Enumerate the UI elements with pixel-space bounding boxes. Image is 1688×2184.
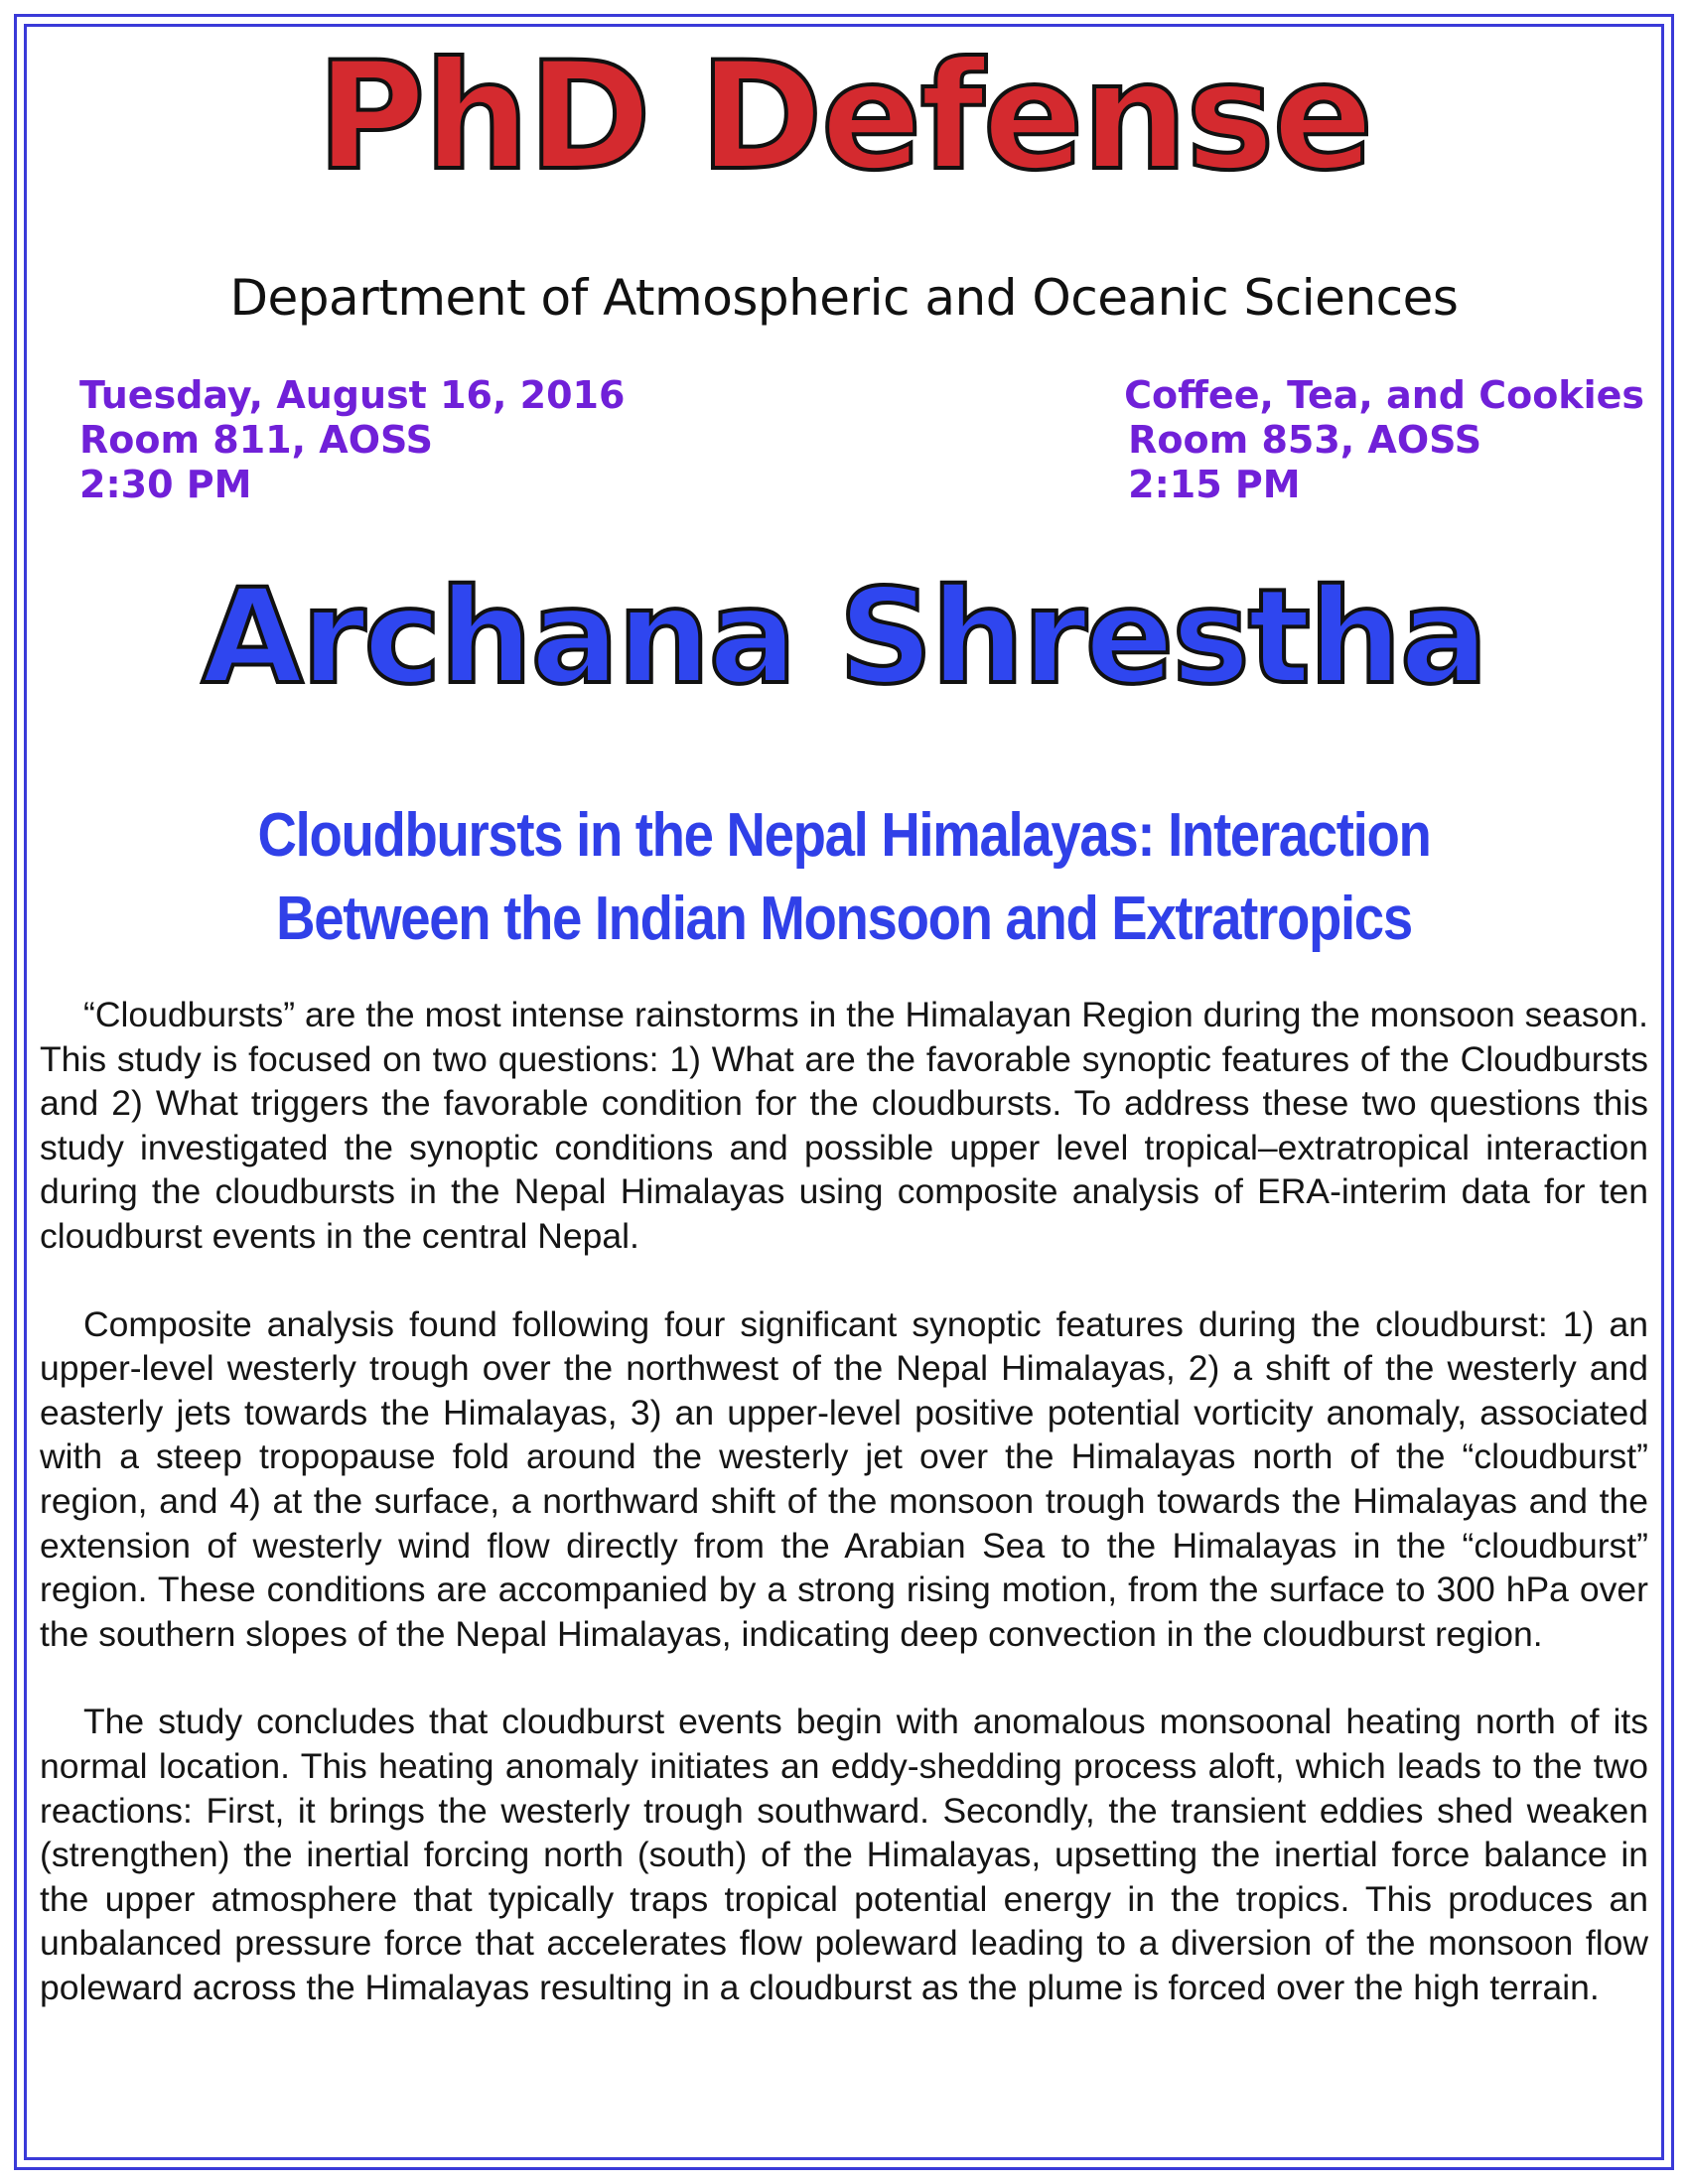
defense-date: Tuesday, August 16, 2016: [79, 373, 626, 417]
reception-label: Coffee, Tea, and Cookies: [1124, 373, 1644, 417]
abstract-paragraph-3: The study concludes that cloudburst events begin with anomalous monsoonal heating north of its normal location. This heating anomaly initiates an eddy-shedding process aloft, which leads to the two reactions: First, it brings the westerly trough southward. Secondly, the transient eddies shed weaken (strengthen) the inertial forcing north (south) of the Himalayas, upsetting the inertial force balance in the upper atmosphere that typically traps tropical potential energy in the tropics. This produces an unbalanced pressure force that accelerates flow poleward leading to a diversion of the monsoon flow poleward across the Himalayas resulting in a cloudburst as the plume is forced over the high terrain.: [40, 1702, 1648, 2007]
talk-title-line-1: Cloudbursts in the Nepal Himalayas: Interaction: [257, 801, 1431, 870]
reception-room: Room 853, AOSS: [1128, 418, 1482, 462]
reception-details: [1124, 373, 1644, 507]
abstract-paragraph-1: “Cloudbursts” are the most intense rainstorms in the Himalayan Region during the monsoon season. This study is focused on two questions: 1) What are the favorable synoptic features of the Cloudbursts and 2) What triggers the favorable condition for the cloudbursts. To address these two questions this study investigated the synoptic conditions and possible upper level tropical–extratropical interaction during the cloudbursts in the Nepal Himalayas using composite analysis of ERA-interim data for ten cloudburst events in the central Nepal.: [40, 995, 1648, 1256]
poster-title: PhD Defense: [316, 31, 1372, 204]
department-name: Department of Atmospheric and Oceanic Sciences: [229, 269, 1459, 327]
talk-title-line-2: Between the Indian Monsoon and Extratropics: [276, 885, 1412, 953]
talk-title: [101, 794, 1587, 961]
abstract: [40, 993, 1648, 2053]
reception-time: 2:15 PM: [1128, 463, 1301, 506]
defense-details: [79, 373, 625, 507]
presenter-name: Archana Shrestha: [202, 561, 1486, 714]
defense-time: 2:30 PM: [79, 463, 252, 506]
defense-room: Room 811, AOSS: [79, 418, 434, 462]
abstract-paragraph-2: Composite analysis found following four significant synoptic features during the cloudburst: 1) an upper-level westerly trough over the northwest of the Nepal Himalayas, 2) a shift of the westerly and easterly jets towards the Himalayas, 3) an upper-level positive potential vorticity anomaly, associated with a steep tropopause fold around the westerly jet over the Himalayas north of the “cloudburst” region, and 4) at the surface, a northward shift of the monsoon trough towards the Himalayas and the extension of westerly wind flow directly from the Arabian Sea to the Himalayas in the “cloudburst” region. These conditions are accompanied by a strong rising motion, from the surface to 300 hPa over the southern slopes of the Nepal Himalayas, indicating deep convection in the cloudburst region.: [40, 1303, 1648, 1654]
